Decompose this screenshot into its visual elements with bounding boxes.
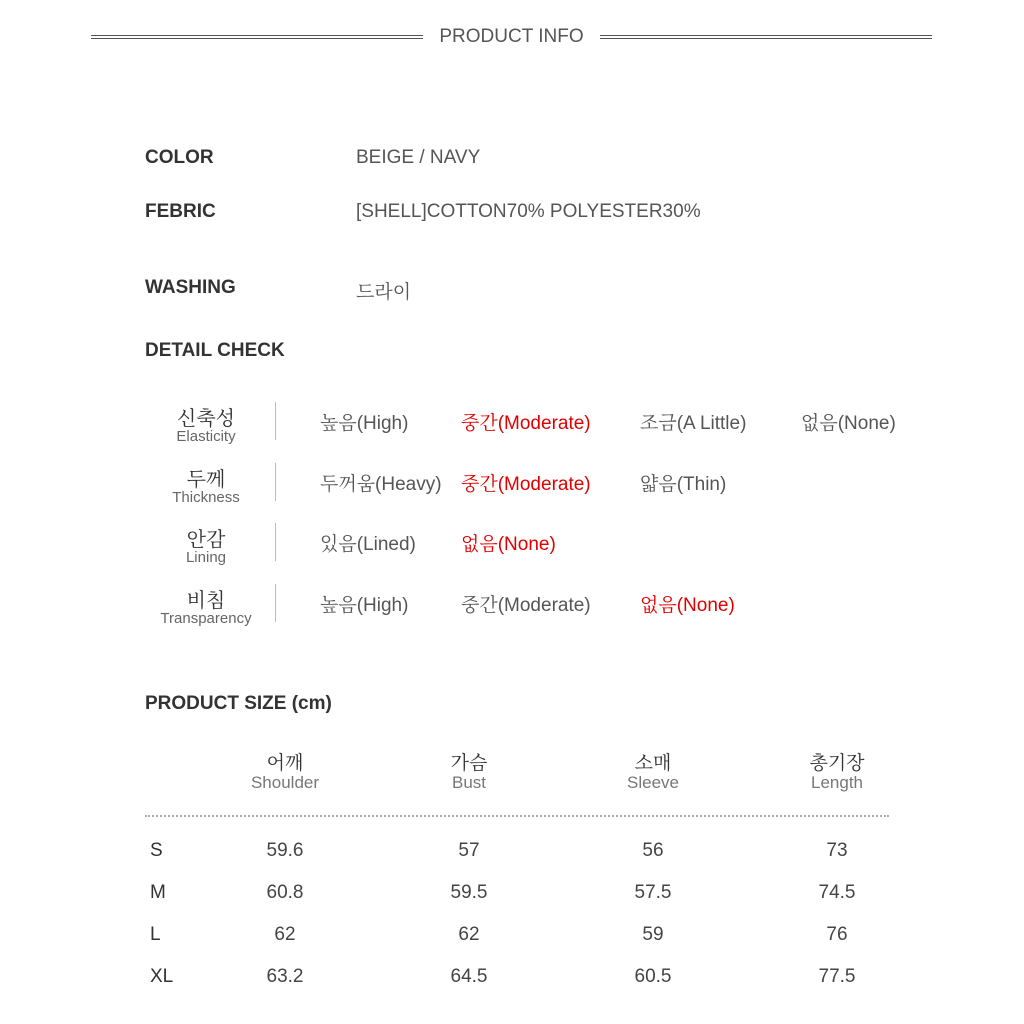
size-table-cell: 59.6	[266, 840, 304, 861]
detail-row-en-label: Elasticity	[176, 428, 236, 445]
size-table-cell: 74.5	[818, 882, 856, 903]
header-rule-right	[600, 35, 932, 39]
detail-row-ko-label: 비침	[186, 590, 226, 612]
page-title: PRODUCT INFO	[439, 26, 584, 47]
detail-option-selected: 중간(Moderate)	[461, 413, 591, 434]
size-table-cell: 60.8	[266, 882, 304, 903]
size-table-cell: 56	[642, 840, 664, 861]
size-column-header-en: Shoulder	[250, 773, 320, 792]
header-rule-left	[91, 35, 423, 39]
size-table-cell: 76	[826, 924, 848, 945]
detail-option: 없음(None)	[801, 413, 896, 434]
size-table-cell: 59	[642, 924, 664, 945]
size-column-header-ko: 소매	[634, 753, 672, 774]
washing-value: 드라이	[356, 282, 412, 303]
detail-row-ko-label: 신축성	[177, 408, 235, 430]
fabric-value: [SHELL]COTTON70% POLYESTER30%	[356, 201, 701, 222]
size-table-cell: 60.5	[634, 966, 672, 987]
washing-label: WASHING	[145, 277, 236, 298]
detail-row-en-label: Lining	[185, 549, 227, 566]
detail-row-ko-label: 두께	[186, 469, 226, 491]
size-table-cell: 62	[274, 924, 296, 945]
detail-check-title: DETAIL CHECK	[145, 340, 285, 361]
detail-row-divider	[275, 463, 276, 501]
detail-option: 중간(Moderate)	[461, 595, 591, 616]
size-table-cell: 62	[458, 924, 480, 945]
detail-option: 얇음(Thin)	[640, 474, 727, 495]
color-value: BEIGE / NAVY	[356, 147, 481, 168]
size-row-label: S	[150, 840, 163, 861]
size-column-header-en: Length	[811, 773, 863, 792]
size-table-cell: 77.5	[818, 966, 856, 987]
detail-option: 높음(High)	[320, 413, 409, 434]
size-row-label: L	[150, 924, 161, 945]
detail-option: 두꺼움(Heavy)	[320, 474, 442, 495]
size-table-cell: 57	[458, 840, 480, 861]
fabric-label: FEBRIC	[145, 201, 216, 222]
size-row-label: XL	[150, 966, 174, 987]
detail-option: 높음(High)	[320, 595, 409, 616]
detail-row-en-label: Transparency	[160, 610, 252, 627]
detail-option: 있음(Lined)	[320, 534, 416, 555]
size-column-header-ko: 총기장	[809, 753, 865, 774]
detail-option: 조금(A Little)	[640, 413, 747, 434]
detail-row-divider	[275, 402, 276, 440]
size-table-cell: 64.5	[450, 966, 488, 987]
color-label: COLOR	[145, 147, 214, 168]
size-column-header-en: Bust	[451, 773, 487, 792]
size-table-cell: 73	[826, 840, 848, 861]
detail-option-selected: 없음(None)	[640, 595, 735, 616]
detail-row-en-label: Thickness	[172, 489, 240, 506]
product-size-title: PRODUCT SIZE (cm)	[145, 693, 332, 714]
size-table-cell: 57.5	[634, 882, 672, 903]
detail-option-selected: 없음(None)	[461, 534, 556, 555]
size-table-divider	[145, 815, 889, 817]
detail-row-divider	[275, 584, 276, 622]
size-column-header-en: Sleeve	[627, 773, 679, 792]
size-row-label: M	[150, 882, 166, 903]
detail-row-ko-label: 안감	[186, 529, 226, 551]
size-column-header-ko: 가슴	[450, 753, 488, 774]
detail-row-divider	[275, 523, 276, 561]
detail-option-selected: 중간(Moderate)	[461, 474, 591, 495]
size-table-cell: 59.5	[450, 882, 488, 903]
size-table-cell: 63.2	[266, 966, 304, 987]
size-column-header-ko: 어깨	[266, 753, 304, 774]
